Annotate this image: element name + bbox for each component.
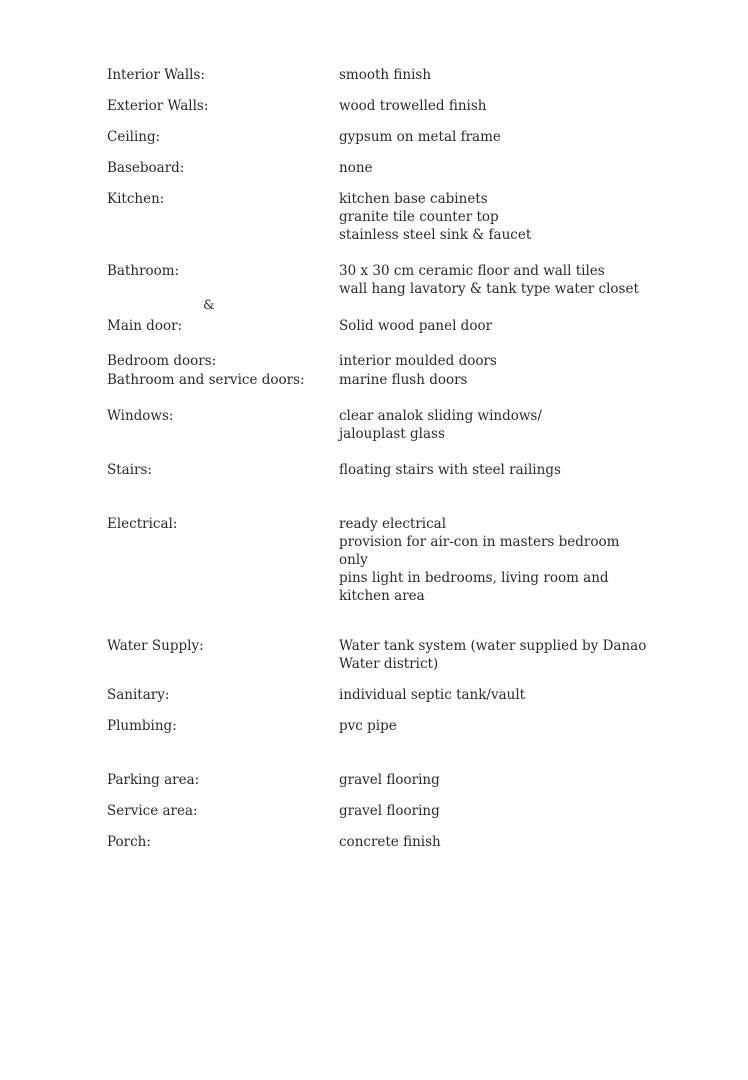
spec-value-line: gypsum on metal frame <box>339 129 501 145</box>
spec-row <box>107 159 667 176</box>
spec-value-line: Solid wood panel door <box>339 318 493 334</box>
spec-label: Water Supply: <box>107 638 204 654</box>
spec-value <box>339 262 639 298</box>
spec-label: Electrical: <box>107 516 178 532</box>
spec-label: Bathroom and service doors: <box>107 372 305 388</box>
spec-value-line: granite tile counter top <box>339 209 499 225</box>
spec-value-line: 30 x 30 cm ceramic floor and wall tiles <box>339 263 605 279</box>
spec-value-line: stainless steel sink & faucet <box>339 227 532 243</box>
spec-value <box>339 317 492 335</box>
spec-value <box>339 461 561 479</box>
spec-row <box>107 637 667 672</box>
spec-row <box>107 833 667 850</box>
spec-row <box>107 317 667 334</box>
spec-value-line: only <box>339 552 368 568</box>
spec-value-line: pins light in bedrooms, living room and <box>339 570 609 586</box>
spec-value-line: wall hang lavatory & tank type water closet <box>339 281 639 297</box>
spec-label: Kitchen: <box>107 191 165 207</box>
spec-value <box>339 97 487 115</box>
spec-label: Plumbing: <box>107 718 177 734</box>
spec-label: Baseboard: <box>107 160 185 176</box>
spec-row <box>107 515 667 604</box>
spec-row <box>107 262 667 297</box>
spec-row <box>107 97 667 114</box>
spec-label: Windows: <box>107 408 174 424</box>
spec-value <box>339 717 397 735</box>
spec-row <box>107 771 667 788</box>
spec-value-line: pvc pipe <box>339 718 397 734</box>
spec-value-line: smooth finish <box>339 67 432 83</box>
spec-label: Exterior Walls: <box>107 98 209 114</box>
spec-value <box>339 686 525 704</box>
spec-value-line: wood trowelled finish <box>339 98 487 114</box>
spec-label: Bedroom doors: <box>107 353 217 369</box>
spec-value-line: interior moulded doors <box>339 353 497 369</box>
spec-value-line: ready electrical <box>339 516 447 532</box>
spec-value-line: individual septic tank/vault <box>339 687 526 703</box>
spec-label: Bathroom: <box>107 263 180 279</box>
spec-row <box>107 717 667 734</box>
spec-row <box>107 128 667 145</box>
spec-value <box>339 771 440 789</box>
stray-ampersand: & <box>203 298 215 313</box>
spec-value <box>339 352 497 370</box>
spec-row <box>107 802 667 819</box>
spec-value <box>339 407 542 443</box>
spec-value <box>339 515 619 605</box>
spec-value-line: Water tank system (water supplied by Danao <box>339 638 647 654</box>
spec-value <box>339 371 468 389</box>
spec-label: Interior Walls: <box>107 67 205 83</box>
spec-value <box>339 833 441 851</box>
spec-value-line: concrete finish <box>339 834 441 850</box>
spec-label: Main door: <box>107 318 183 334</box>
spec-value-line: kitchen area <box>339 588 425 604</box>
spec-value-line: clear analok sliding windows/ <box>339 408 542 424</box>
spec-value <box>339 128 501 146</box>
spec-value-line: kitchen base cabinets <box>339 191 488 207</box>
spec-value <box>339 190 531 244</box>
spec-label: Porch: <box>107 834 151 850</box>
spec-value-line: floating stairs with steel railings <box>339 462 561 478</box>
spec-label: Stairs: <box>107 462 152 478</box>
spec-label: Service area: <box>107 803 198 819</box>
spec-value <box>339 802 440 820</box>
spec-value <box>339 159 373 177</box>
spec-row <box>107 407 667 442</box>
spec-label: Sanitary: <box>107 687 170 703</box>
spec-value-line: marine flush doors <box>339 372 468 388</box>
spec-value-line: jalouplast glass <box>339 426 445 442</box>
spec-value-line: Water district) <box>339 656 439 672</box>
spec-value-line: gravel flooring <box>339 803 440 819</box>
spec-row <box>107 686 667 703</box>
spec-value-line: gravel flooring <box>339 772 440 788</box>
spec-label: Ceiling: <box>107 129 161 145</box>
spec-row <box>107 461 667 478</box>
spec-value-line: none <box>339 160 373 176</box>
spec-row <box>107 190 667 243</box>
spec-row <box>107 352 667 369</box>
spec-value-line: provision for air-con in masters bedroom <box>339 534 620 550</box>
spec-row <box>107 66 667 83</box>
spec-value <box>339 66 431 84</box>
spec-label: Parking area: <box>107 772 200 788</box>
spec-value <box>339 637 646 673</box>
spec-row <box>107 371 667 388</box>
